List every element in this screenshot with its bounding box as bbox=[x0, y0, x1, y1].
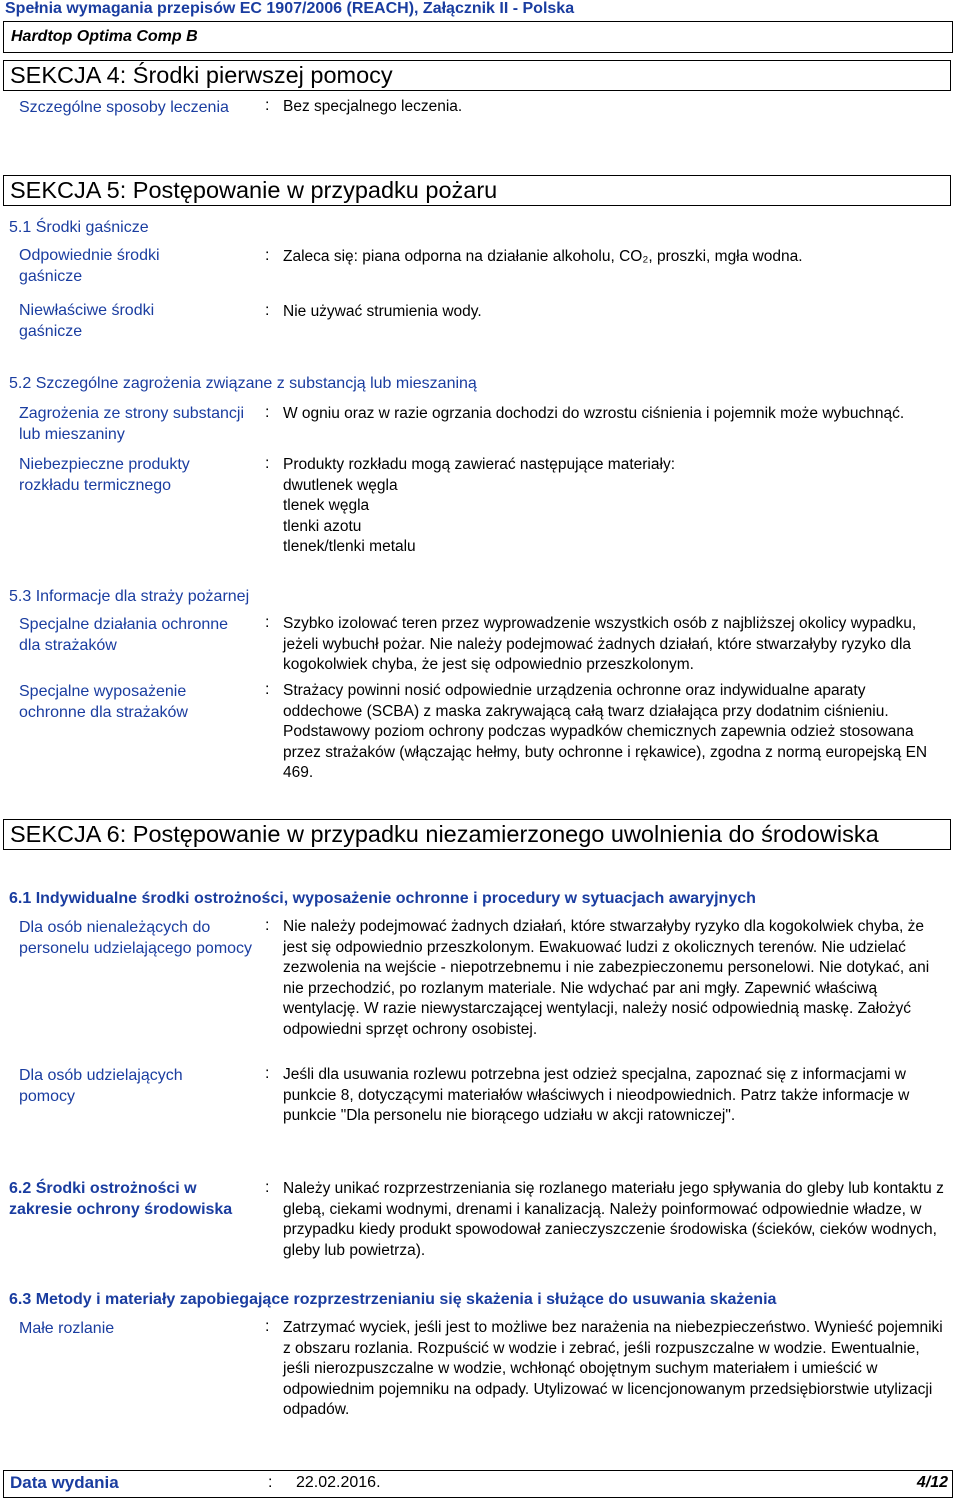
subsection-6-3: 6.3 Metody i materiały zapobiegające rozprzestrzenianiu się skażenia i służące do usuwania skażenia bbox=[9, 1291, 777, 1308]
colon: : bbox=[265, 614, 270, 631]
special-treatment-value: Bez specjalnego leczenia. bbox=[283, 98, 463, 115]
colon: : bbox=[265, 917, 270, 934]
suitable-media-value: Zaleca się: piana odporna na działanie alkoholu, CO₂, proszki, mgła wodna. bbox=[283, 248, 803, 265]
issue-date-label: Data wydania bbox=[10, 1473, 119, 1492]
decomposition-line: tlenek węgla bbox=[283, 497, 370, 514]
decomposition-line: Produkty rozkładu mogą zawierać następujące materiały: bbox=[283, 456, 675, 473]
firefighter-equipment-label: Specjalne wyposażenie ochronne dla strażaków bbox=[19, 683, 188, 721]
colon: : bbox=[265, 404, 270, 421]
product-name: Hardtop Optima Comp B bbox=[11, 28, 198, 45]
unsuitable-media-label: Niewłaściwe środki gaśnicze bbox=[19, 302, 155, 340]
colon: : bbox=[265, 455, 270, 472]
firefighter-equipment-value: Strażacy powinni nosić odpowiednie urządzenia ochronne oraz indywidualne aparaty oddechowe (SCBA) z maska zakrywającą całą twarz działająca przy dodatnim ciśnieniu. Podstawowy poziom ochrony podczas wypadków chemicznych zapewnia odzież stosowana przez strażaków (włączając hełmy, buty ochronne i rękawice), zgodna z normą europejską EN 469. bbox=[283, 682, 928, 781]
responders-value: Jeśli dla usuwania rozlewu potrzebna jest odzież specjalna, zapoznać się z informacjami w punkcie 8, dotyczącymi materiałów właściwych i nieodpowiednich. Patrz także informacje w punkcie "Dla personelu nie biorącego udziału w akcji ratowniczej". bbox=[283, 1066, 910, 1124]
colon: : bbox=[265, 1318, 270, 1335]
page-number: 4/12 bbox=[916, 1474, 948, 1491]
decomposition-list bbox=[283, 455, 948, 558]
small-spill-value: Zatrzymać wyciek, jeśli jest to możliwe bez narażenia na niebezpieczeństwo. Wynieść pojemniki z obszaru rozlania. Rozpuścić w wodzie i zebrać, jeśli rozpuszczalne w wodzie. Ewentualnie, jeśli nierozpuszczalne w wodzie, wchłonąć obojętnym suchym materiałem i umieścić w odpowiednim pojemniku na odpady. Utylizować w licencjonowanym przedsiębiorstwie utylizacji odpadów. bbox=[283, 1319, 943, 1418]
decomposition-label: Niebezpieczne produkty rozkładu termicznego bbox=[19, 456, 190, 494]
subsection-5-3: 5.3 Informacje dla straży pożarnej bbox=[9, 588, 250, 605]
section-5-title: SEKCJA 5: Postępowanie w przypadku pożaru bbox=[3, 175, 951, 206]
subsection-6-1: 6.1 Indywidualne środki ostrożności, wyposażenie ochronne i procedury w sytuacjach awaryjnych bbox=[9, 890, 756, 907]
environment-value: Należy unikać rozprzestrzeniania się rozlanego materiału jego spływania do gleby lub kontaktu z glebą, ciekami wodnymi, drenami i kanalizacją. Należy poinformować odpowiednie władze, w przypadku kiedy produkt spowodował zanieczyszczenie środowiska (ścieków, cieków wodnych, gleby lub powietrza). bbox=[283, 1180, 944, 1259]
decomposition-line: tlenki azotu bbox=[283, 517, 362, 535]
section-6-title: SEKCJA 6: Postępowanie w przypadku niezamierzonego uwolnienia do środowiska bbox=[3, 819, 951, 850]
colon: : bbox=[265, 97, 270, 114]
colon: : bbox=[268, 1474, 273, 1491]
unsuitable-media-value: Nie używać strumienia wody. bbox=[283, 303, 482, 320]
product-name-box bbox=[3, 21, 953, 53]
hazards-label: Zagrożenia ze strony substancji lub mieszaniny bbox=[19, 405, 244, 443]
subsection-5-1: 5.1 Środki gaśnicze bbox=[9, 219, 149, 236]
colon: : bbox=[265, 1065, 270, 1082]
non-emergency-value: Nie należy podejmować żadnych działań, które stwarzałyby ryzyko dla kogokolwiek chyba, że jest się odpowiednio przeszkolonym. Ewakuować ludzi z okolicznych terenów. Nie udzielać zezwolenia na wejście - niepotrzebnemu i nie zabezpieczonemu personelowi. Nie dotykać, ani nie przechodzić, po rozlanym materiale. Nie wdychać par ani mgły. Zapewnić właściwą wentylację. W razie niewystarczającej wentylacji, należy nosić odpowiednią maskę. Założyć odpowiedni sprzęt ochrony osobistej. bbox=[283, 918, 930, 1038]
non-emergency-label: Dla osób nienależących do personelu udzielającego pomocy bbox=[19, 919, 253, 957]
decomposition-line: tlenek/tlenki metalu bbox=[283, 538, 416, 555]
footer bbox=[3, 1470, 953, 1498]
firefighter-actions-label: Specjalne działania ochronne dla strażaków bbox=[19, 616, 229, 654]
hazards-value: W ogniu oraz w razie ogrzania dochodzi do wzrostu ciśnienia i pojemnik może wybuchnąć. bbox=[283, 405, 905, 422]
small-spill-label: Małe rozlanie bbox=[19, 1320, 115, 1337]
suitable-media-label: Odpowiednie środki gaśnicze bbox=[19, 247, 160, 285]
colon: : bbox=[265, 247, 270, 264]
subsection-5-2: 5.2 Szczególne zagrożenia związane z substancją lub mieszaniną bbox=[9, 375, 477, 392]
special-treatment-label: Szczególne sposoby leczenia bbox=[19, 99, 229, 116]
colon: : bbox=[265, 681, 270, 698]
responders-label: Dla osób udzielających pomocy bbox=[19, 1067, 183, 1105]
environment-label: 6.2 Środki ostrożności w zakresie ochrony środowiska bbox=[9, 1180, 233, 1218]
decomposition-line: dwutlenek węgla bbox=[283, 476, 398, 494]
colon: : bbox=[265, 1179, 270, 1196]
regulation-header: Spełnia wymagania przepisów EC 1907/2006 (REACH), Załącznik II - Polska bbox=[5, 0, 575, 17]
section-4-title: SEKCJA 4: Środki pierwszej pomocy bbox=[3, 60, 951, 91]
issue-date-value: 22.02.2016. bbox=[296, 1474, 381, 1491]
colon: : bbox=[265, 302, 270, 319]
firefighter-actions-value: Szybko izolować teren przez wyprowadzenie wszystkich osób z najbliższej okolicy wypadku, jeżeli wybuchł pożar. Nie należy podejmować żadnych działań, które stwarzałyby ryzyko dla kogokolwiek chyba, że jest się odpowiednio przeszkolonym. bbox=[283, 615, 917, 673]
